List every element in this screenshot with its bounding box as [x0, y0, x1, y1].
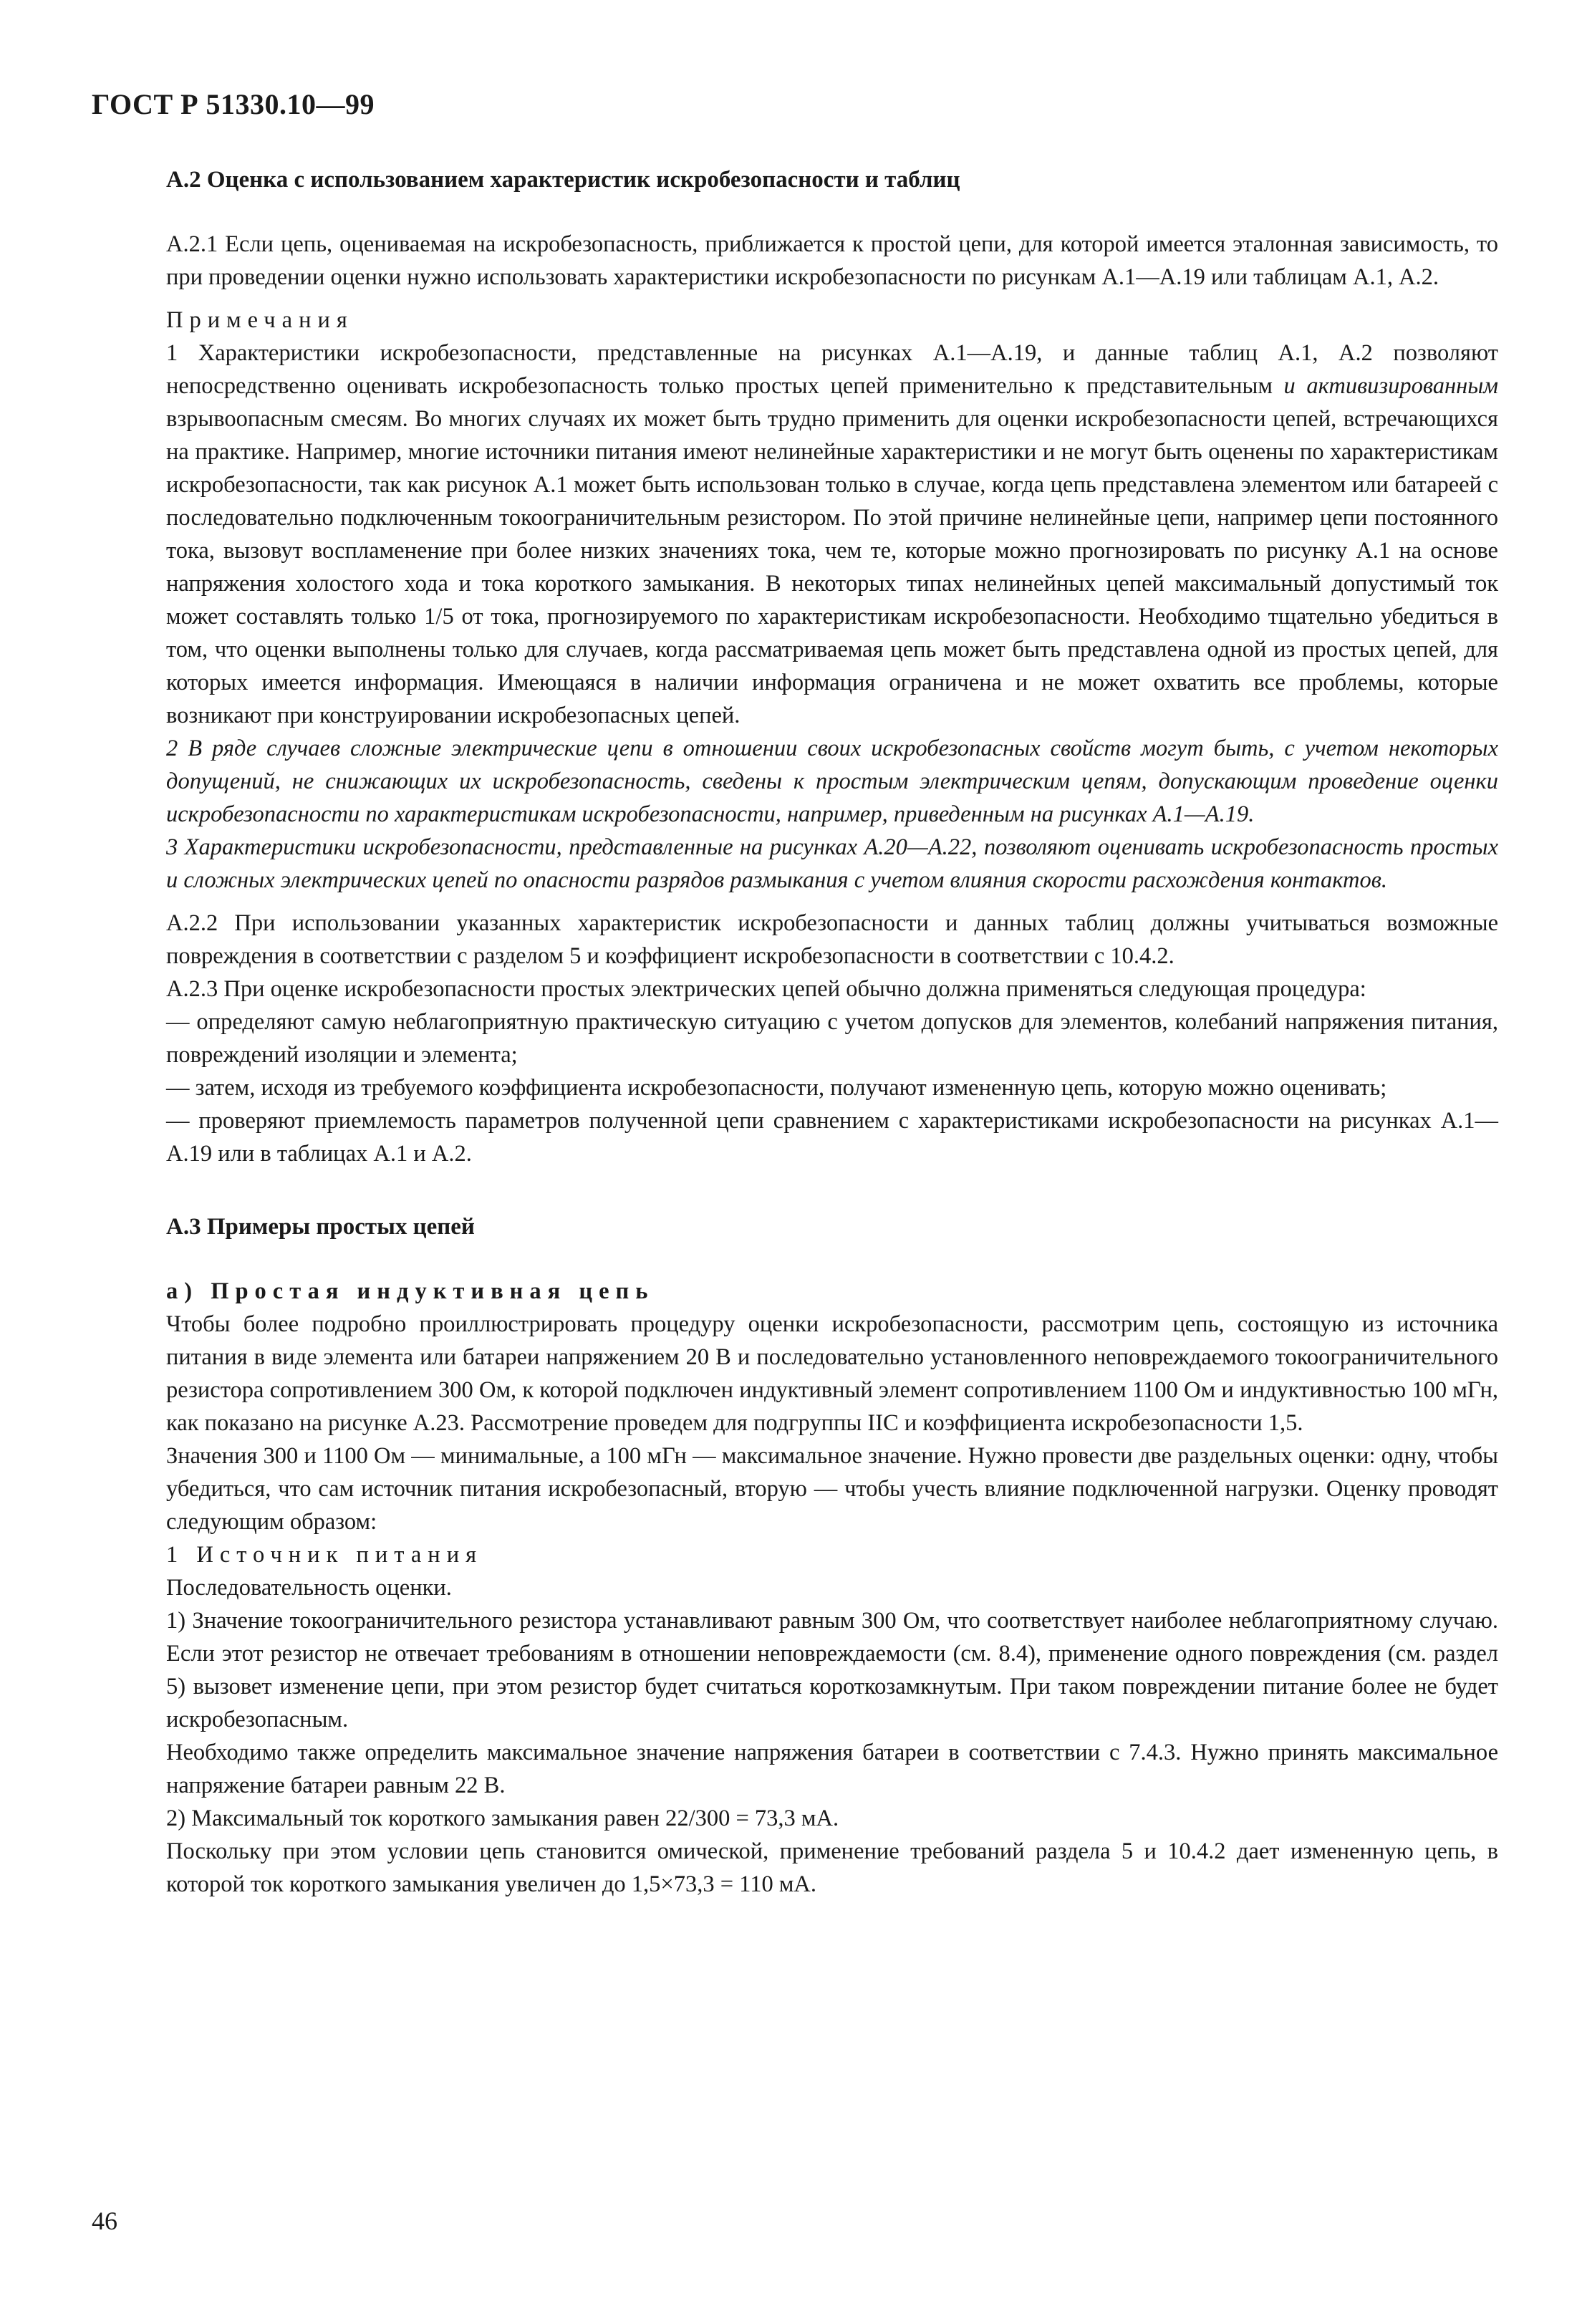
section-a3-title: А.3 Примеры простых цепей [166, 1214, 475, 1240]
procedure-step-2: — затем, исходя из требуемого коэффициента искробезопасности, получают измененную цепь, которую можно оценивать; [166, 1075, 1387, 1101]
evaluation-item-2b: Поскольку при этом условии цепь становится омической, применение требований раздела 5 и 10.4.2 дает измененную цепь, в которой ток короткого замыкания увеличен до 1,5×73,3 = 110 мА. [166, 1838, 1498, 1897]
sequence-label: Последовательность оценки. [166, 1575, 452, 1601]
paragraph-a3-1: Чтобы более подробно проиллюстрировать процедуру оценки искробезопасности, рассмотрим цепь, состоящую из источника питания в виде элемента или батареи напряжением 20 В и последовательно установленного неповреждаемого токоограничительного резистора сопротивлением 300 Ом, к которой подключен индуктивный элемент сопротивлением 1100 Ом и индуктивностью 100 мГн, как показано на рисунке А.23. Рассмотрение проведем для подгруппы IIC и коэффициента искробезопасности 1,5. [166, 1311, 1498, 1436]
subsection-a-label: а) Простая индуктивная цепь [166, 1278, 655, 1304]
document-body [166, 163, 1498, 1901]
paragraph-a2-1: А.2.1 Если цепь, оцениваемая на искробезопасность, приближается к простой цепи, для которой имеется эталонная зависимость, то при проведении оценки нужно использовать характеристики искробезопасности по рисункам А.1—А.19 или таблицам А.1, А.2. [166, 231, 1498, 290]
procedure-step-1: — определяют самую неблагоприятную практическую ситуацию с учетом допусков для элементов, колебаний напряжения питания, повреждений изоляции и элемента; [166, 1009, 1498, 1068]
paragraph-a3-2: Значения 300 и 1100 Ом — минимальные, а 100 мГн — максимальное значение. Нужно провести две раздельных оценки: одну, чтобы убедиться, что сам источник питания искробезопасный, вторую — чтобы учесть влияние подключенной нагрузки. Оценку проводят следующим образом: [166, 1443, 1498, 1535]
page-number: 46 [92, 2207, 117, 2235]
subsection-1-label: 1 Источник питания [166, 1542, 483, 1568]
note-1-italic: и активизированным [1283, 373, 1498, 399]
evaluation-item-1b: Необходимо также определить максимальное значение напряжения батареи в соответствии с 7.4.3. Нужно принять максимальное напряжение батареи равным 22 В. [166, 1740, 1498, 1798]
note-3: 3 Характеристики искробезопасности, представленные на рисунках А.20—А.22, позволяют оценивать искробезопасность простых и сложных электрических цепей по опасности разрядов размыкания с учетом влияния скорости расхождения контактов. [166, 834, 1498, 893]
note-1 [166, 337, 1498, 732]
evaluation-item-1: 1) Значение токоограничительного резистора устанавливают равным 300 Ом, что соответствует наиболее неблагоприятному случаю. Если этот резистор не отвечает требованиям в отношении неповреждаемости (см. 8.4), применение одного повреждения (см. раздел 5) вызовет изменение цепи, при этом резистор будет считаться короткозамкнутым. При таком повреждении питание более не будет искробезопасным. [166, 1608, 1498, 1732]
section-a2-title: А.2 Оценка с использованием характеристик искробезопасности и таблиц [166, 167, 960, 193]
paragraph-a2-3: А.2.3 При оценке искробезопасности простых электрических цепей обычно должна применяться следующая процедура: [166, 976, 1366, 1002]
evaluation-item-2: 2) Максимальный ток короткого замыкания равен 22/300 = 73,3 мА. [166, 1805, 839, 1831]
paragraph-a2-2: А.2.2 При использовании указанных характеристик искробезопасности и данных таблиц должны учитываться возможные повреждения в соответствии с разделом 5 и коэффициент искробезопасности в соответствии с 10.4.2. [166, 910, 1498, 969]
notes-label: Примечания [166, 307, 354, 333]
note-1-start: 1 Характеристики искробезопасности, представленные на рисунках А.1—А.19, и данные таблиц А.1, А.2 позволяют непосредственно оценивать искробезопасность только простых цепей применительно к представительным [166, 340, 1498, 399]
procedure-step-3: — проверяют приемлемость параметров полученной цепи сравнением с характеристиками искробезопасности на рисунках А.1—А.19 или в таблицах А.1 и А.2. [166, 1108, 1498, 1167]
note-1-end: взрывоопасным смесям. Во многих случаях их может быть трудно применить для оценки искробезопасности цепей, встречающихся на практике. Например, многие источники питания имеют нелинейные характеристики и не могут быть оценены по характеристикам искробезопасности, так как рисунок А.1 может быть использован только в случае, когда цепь представлена элементом или батареей с последовательно подключенным токоограничительным резистором. По этой причине нелинейные цепи, например цепи постоянного тока, вызовут воспламенение при более низких значениях тока, чем те, которые можно прогнозировать по рисунку А.1 на основе напряжения холостого хода и тока короткого замыкания. В некоторых типах нелинейных цепей максимальный допустимый ток может составлять только 1/5 от тока, прогнозируемого по характеристикам искробезопасности. Необходимо тщательно убедиться в том, что оценки выполнены только для случаев, когда рассматриваемая цепь может быть представлена одной из простых цепей, для которых имеется информация. Имеющаяся в наличии информация ограничена и не может охватить все проблемы, которые возникают при конструировании искробезопасных цепей. [166, 406, 1498, 728]
document-code-header: ГОСТ Р 51330.10—99 [92, 88, 375, 120]
note-2: 2 В ряде случаев сложные электрические цепи в отношении своих искробезопасных свойств могут быть, с учетом некоторых допущений, не снижающих их искробезопасность, сведены к простым электрическим цепям, допускающим проведение оценки искробезопасности по характеристикам искробезопасности, например, приведенным на рисунках А.1—А.19. [166, 736, 1498, 827]
